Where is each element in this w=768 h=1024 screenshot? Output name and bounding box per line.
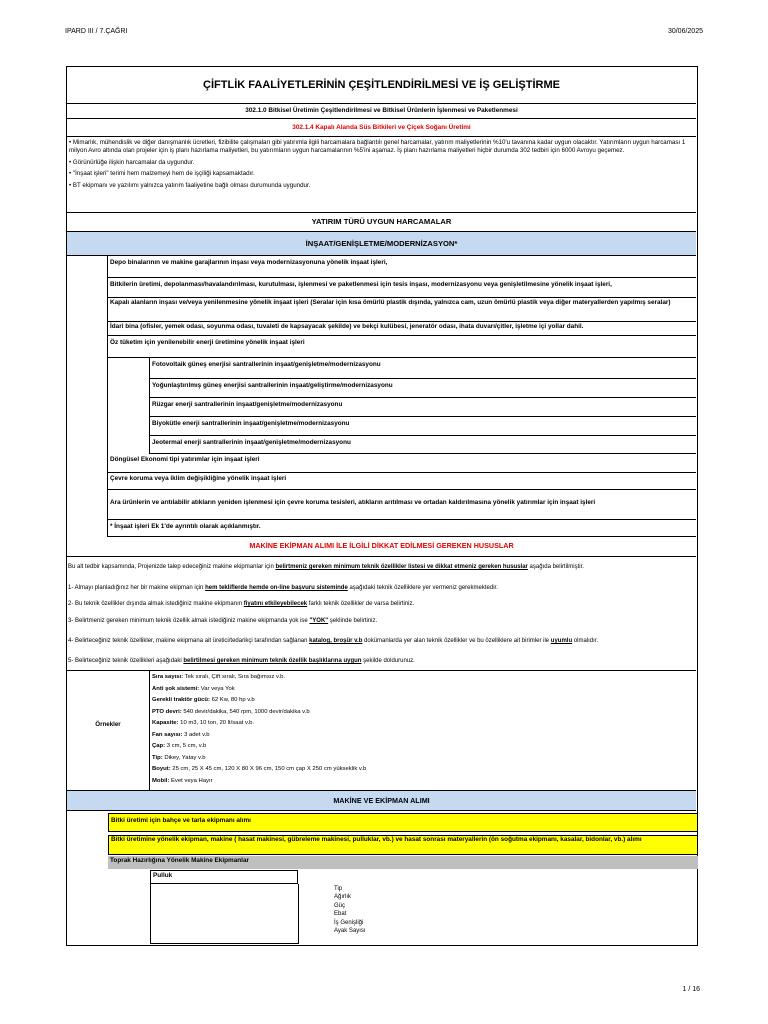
item-pulluk: Pulluk	[150, 870, 298, 884]
machinery-intro-text-end: aşağıda belirtilmiştir.	[527, 564, 584, 570]
document-header-left: IPARD III / 7.ÇAĞRI	[65, 28, 128, 35]
example-type: Tip: Dikey, Yatay v.b	[152, 754, 206, 761]
machinery-rule-4	[67, 637, 696, 646]
construction-item: Ara ürünlerin ve arıtılabilir atıkların yeniden işlenmesi için çevre koruma tesisleri, atıkların arıtılması ve ortadan kaldırılmasına yönelik yatırımlar için inşaat işleri	[108, 490, 696, 520]
machinery-notice-heading: MAKİNE EKİPMAN ALIMI İLE İLGİLİ DİKKAT EDİLMESİ GEREKEN HUSUSLAR	[67, 537, 696, 557]
example-row-count: Sıra sayısı: Tek sıralı, Çift sıralı, Sıra bağımsız v.b.	[152, 674, 286, 680]
machinery-rule-1	[67, 584, 696, 593]
rule-emphasis: fiyatını etkileyebilecek	[243, 601, 308, 607]
example-diameter: Çap: 3 cm, 5 cm, v.b	[152, 743, 207, 749]
rule-text: 4- Belirteceğiniz teknik özellikler, makine ekipmana ait üretici/tedarikçi tarafından sağlanan	[68, 638, 310, 644]
rule-emphasis: belirtilmesi gereken minimum teknik özellik başlıklarına uygun	[183, 658, 362, 664]
construction-item: Çevre koruma veya iklim değişikliğine yönelik inşaat işleri	[108, 473, 696, 490]
rule-emphasis-2: uyumlu	[550, 638, 573, 644]
rule-emphasis: hem tekliflerde hemde on-line başvuru sisteminde	[205, 585, 348, 591]
construction-item: Döngüsel Ekonomi tipi yatırımlar için inşaat işleri	[108, 454, 696, 473]
machinery-intro-emphasis: belirtmeniz gereken minimum teknik özellikler listesi ve dikkat etmeniz gereken hususlar	[275, 564, 528, 570]
machinery-rule-3	[67, 617, 696, 626]
construction-item: Bitkilerin üretimi, depolanması/havalandırılması, kurutulması, işlenmesi ve paketlenmesi için tesis inşası, modernizasyonu veya genişletilmesine yönelik inşaat işleri,	[108, 278, 696, 298]
pulluk-spec-list	[334, 885, 366, 935]
rule-text-end: şeklinde belirtiniz.	[328, 618, 378, 624]
machinery-rule-2	[67, 600, 696, 609]
item-right-border	[298, 884, 299, 944]
highlight-equipment-purchase: Bitki üretimi için bahçe ve tarla ekipmanı alımı	[108, 813, 698, 832]
item-left-border	[150, 884, 151, 944]
examples-label: Örnekler	[95, 721, 121, 728]
note-it-equipment: • BT ekipmanı ve yazılımı yalnızca yatırım faaliyetine bağlı olması durumunda uygundur.	[69, 181, 311, 189]
page-title-cell	[67, 67, 696, 104]
examples-list	[152, 672, 692, 787]
spec-size: Ebat	[334, 911, 347, 918]
energy-item: Fotovoltaik güneş enerjisi santrallerinin inşaat/genişletme/modernizasyonu	[149, 358, 696, 379]
examples-top-border	[67, 670, 696, 671]
note-visibility: • Görünürlüğe ilişkin harcamalar da uygundur.	[69, 158, 195, 166]
example-fan-count: Fan sayısı: 3 adet v.b	[152, 731, 210, 738]
construction-item: Kapalı alanların inşası ve/veya yenilenmesine yönelik inşaat işleri (Seralar için kısa ömürlü plastik dışında, yalnızca cam, uzun ömürlü plastik veya diğer materyallerden yapılmış seralar)	[108, 298, 696, 322]
section-machinery-purchase: MAKİNE VE EKİPMAN ALIMI	[67, 790, 696, 811]
spec-leg-count: Ayak Sayısı	[334, 928, 366, 935]
construction-column-divider	[107, 256, 108, 537]
construction-footnote: * İnşaat işleri Ek 1'de ayrıntılı olarak açıklanmıştır.	[108, 520, 696, 537]
document-header-date: 30/06/2025	[667, 28, 703, 35]
category-soil-preparation: Toprak Hazırlığına Yönelik Makine Ekipmanlar	[108, 856, 698, 869]
spec-power: Güç	[334, 902, 346, 909]
spec-working-width: İş Genişliği	[334, 919, 364, 926]
general-notes	[67, 137, 696, 213]
construction-item: Öz tüketim için yenilenebilir enerji üretimine yönelik inşaat işleri	[108, 336, 696, 358]
example-tractor-power: Gerekli traktör gücü: 62 Kw, 80 hp v.b	[152, 697, 255, 703]
rule-emphasis: katalog, broşür v.b	[309, 638, 363, 644]
page-number: 1 / 16	[682, 986, 700, 993]
rule-text: 2- Bu teknik özellikler dışında almak istediğiniz makine ekipmanın	[68, 601, 244, 607]
example-size: Boyut: 25 cm, 25 X 45 cm, 120 X 80 X 96 cm, 150 cm çap X 250 cm yükseklik v.b	[152, 766, 367, 772]
rule-text-end: olmalıdır.	[572, 638, 599, 644]
document-frame	[66, 66, 698, 946]
example-pto: PTO devri: 540 devir/dakika, 540 rpm, 1000 devir/dakika v.b	[152, 708, 310, 715]
spec-type: Tip	[334, 886, 343, 892]
energy-item: Jeotermal enerji santrallerinin inşaat/genişletme/modernizasyonu	[149, 436, 696, 454]
rule-text-end: farklı teknik özellikler de varsa belirtiniz.	[307, 601, 415, 607]
page-title: ÇİFTLİK FAALİYETLERİNİN ÇEŞİTLENDİRİLMESİ VE İŞ GELİŞTİRME	[203, 79, 560, 91]
example-capacity: Kapasite: 10 m3, 10 ton, 20 lt/saat v.b.	[152, 720, 255, 726]
energy-item: Rüzgar enerji santrallerinin inşaat/genişletme/modernizasyonu	[149, 398, 696, 417]
rule-text: 5- Belirteceğiniz teknik özellikleri aşağıdaki	[68, 658, 184, 664]
item-bottom-border	[150, 943, 299, 944]
note-construction-term: • "İnşaat işleri" terimi hem malzemeyi hem de işçiliği kapsamaktadır.	[69, 170, 255, 178]
rule-emphasis: "YOK"	[309, 618, 329, 624]
examples-divider	[149, 670, 150, 790]
machinery-intro	[67, 563, 696, 572]
machinery-intro-text: Bu alt tedbir kapsamında, Projenizde talep edeceğiniz makine ekipmanlar için	[68, 564, 276, 570]
section-eligible-expenditures: YATIRIM TÜRÜ UYGUN HARCAMALAR	[67, 213, 696, 232]
highlight-plant-production-equipment: Bitki üretimine yönelik ekipman, makine ( hasat makinesi, gübreleme makinesi, pulluklar, vb.) ve hasat sonrası materyallerin (ön soğutma ekipmanı, kasalar, bidonlar, vb.) alımı	[108, 835, 698, 855]
rule-text-end: şekilde doldurunuz.	[361, 658, 415, 664]
energy-item: Biyokütle enerji santrallerinin inşaat/genişletme/modernizasyonu	[149, 417, 696, 436]
subtitle-measure: 302.1.0 Bitkisel Üretimin Çeşitlendirilmesi ve Bitkisel Ürünlerin İşlenmesi ve Paketlenmesi	[67, 104, 696, 119]
subtitle-submeasure: 302.1.4 Kapalı Alanda Süs Bitkileri ve Çiçek Soğanı Üretimi	[67, 119, 696, 137]
construction-item: Depo binalarının ve makine garajlarının inşası veya modernizasyonuna yönelik inşaat işleri,	[108, 256, 696, 278]
construction-item: İdari bina (ofisler, yemek odası, soyunma odası, tuvaleti de kapsayacak şekilde) ve bekçi kulübesi, jeneratör odası, ihata duvarı/çitler, işletme içi yollar dahil.	[108, 322, 696, 336]
rule-text-end: aşağıdaki teknik özelliklere yer vermeniz gerekmektedir.	[347, 585, 498, 591]
rule-text-mid: dokümanlarda yer alan teknik özellikler ve bu özelliklere ait birimler ile	[362, 638, 551, 644]
note-general-costs: • Mimarlık, mühendislik ve diğer danışmanlık ücretleri, fizibilite çalışmaları gibi yatırımla ilgili harcamalara bağlantılı genel harcamalar, yatırım maliyetlerinin %10'u tavanına kadar uygun olacaktır. Yatırımların uygun harcaması 1 milyon Avro altında olan projeler için iş planı hazırlama maliyetleri, bu yatırımların uygun harcamalarının %5'ini aşamaz. İş planı hazırlama maliyetleri hiçbir durumda 302 tedbiri için 6000 Avroyu geçemez.	[69, 139, 686, 155]
machinery-rule-5	[67, 657, 696, 666]
section-construction: İNŞAAT/GENİŞLETME/MODERNİZASYON*	[67, 232, 696, 256]
spec-weight: Ağırlık	[334, 894, 352, 901]
energy-item: Yoğunlaştırılmış güneş enerjisi santrallerinin inşaat/geliştirme/modernizasyonu	[149, 379, 696, 398]
rule-text: 1- Almayı planladığınız her bir makine ekipman için	[68, 585, 206, 591]
example-mobile: Mobil: Evet veya Hayır	[152, 777, 213, 784]
rule-text: 3- Belirtmeniz gereken minimum teknik özellik almak istediğiniz makine ekipmanda yok ise	[68, 618, 310, 624]
example-anti-shock: Anti şok sistemi: Var veya Yok	[152, 685, 235, 692]
